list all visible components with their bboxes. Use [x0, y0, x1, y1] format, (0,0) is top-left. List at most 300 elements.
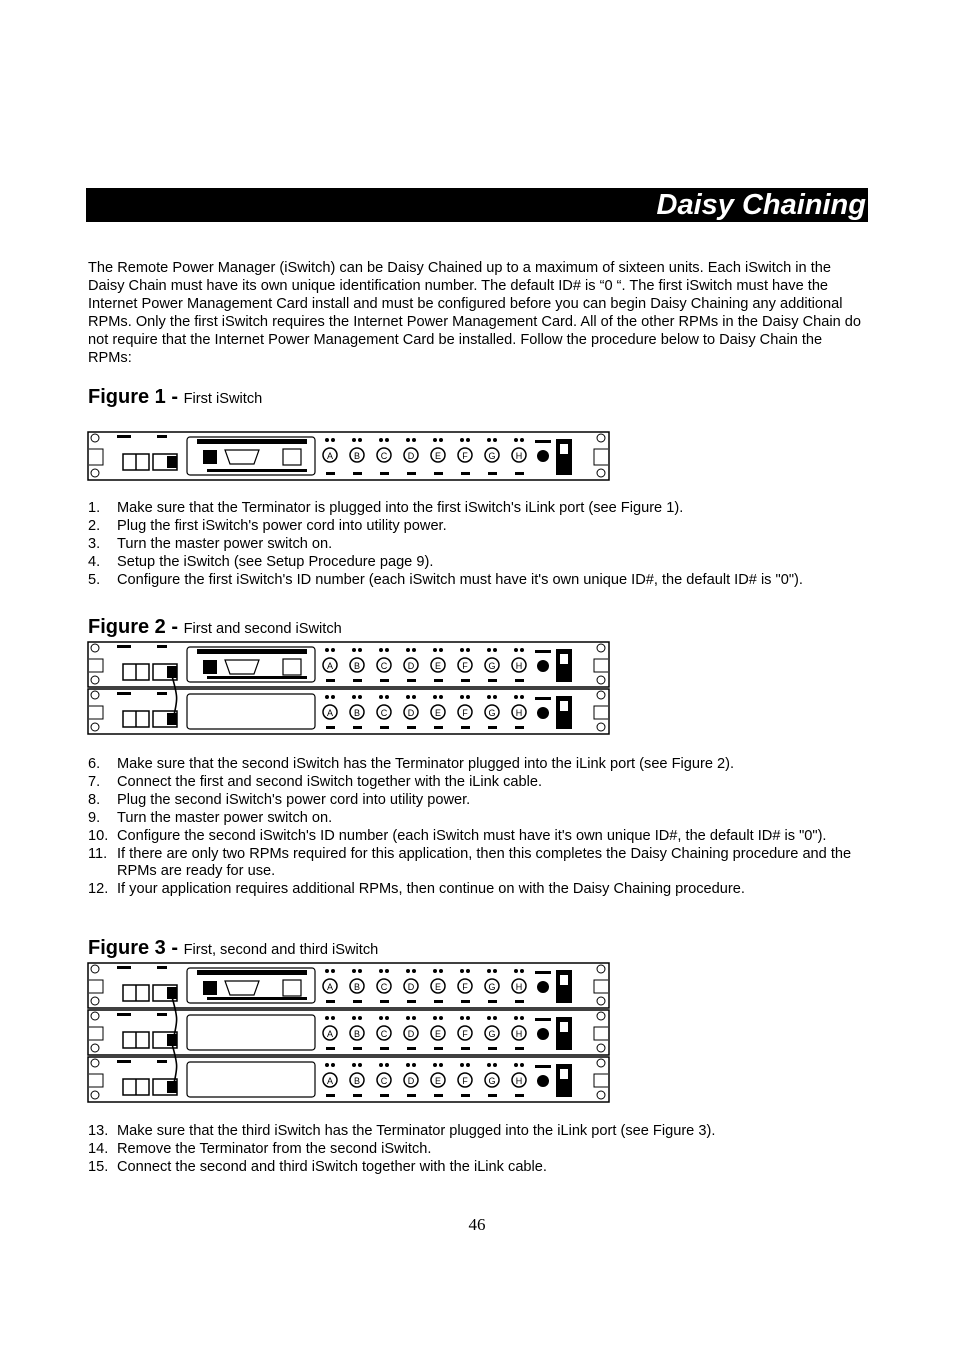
outlet-led — [493, 1063, 497, 1067]
outlet-led — [379, 648, 383, 652]
outlet-led — [514, 1016, 518, 1020]
card-slot — [187, 694, 315, 729]
outlet-label-mark — [434, 679, 443, 682]
outlet-letter: H — [515, 661, 523, 671]
outlet-letter: C — [380, 982, 388, 992]
master-power-switch — [556, 696, 572, 729]
outlet-led — [331, 1063, 335, 1067]
step-text: Plug the second iSwitch's power cord into utility power. — [117, 791, 471, 808]
step-text: Make sure that the second iSwitch has the Terminator plugged into the iLink port (see Figure 2). — [117, 756, 735, 772]
switch-rocker — [560, 701, 568, 711]
port-label-mark — [157, 966, 167, 969]
step-text: If your application requires additional RPMs, then continue on with the Daisy Chaining procedure. — [117, 881, 745, 898]
outlet-led — [487, 1063, 491, 1067]
status-label — [535, 971, 551, 974]
iswitch-unit — [88, 432, 609, 480]
terminator-plug — [167, 713, 177, 725]
steps-list-2 — [88, 756, 863, 899]
outlet-label-mark — [380, 1047, 389, 1050]
outlet-letter: G — [488, 1076, 496, 1086]
outlet-letter: H — [515, 451, 523, 461]
outlet-label-mark — [461, 1000, 470, 1003]
outlet-led — [406, 1016, 410, 1020]
switch-rocker — [560, 654, 568, 664]
outlet-letter: C — [380, 708, 388, 718]
outlet-led — [331, 648, 335, 652]
outlet-label-mark — [407, 1094, 416, 1097]
status-knob — [537, 1028, 549, 1040]
outlet-led — [385, 438, 389, 442]
outlet-label-mark — [353, 679, 362, 682]
outlet-label-mark — [488, 1047, 497, 1050]
outlet-letter: E — [434, 1029, 442, 1039]
step-text: Connect the first and second iSwitch together with the iLink cable. — [117, 773, 543, 790]
step-item — [88, 536, 863, 554]
outlet-letter: G — [488, 982, 496, 992]
outlet-led — [385, 648, 389, 652]
step-text: Turn the master power switch on. — [117, 809, 333, 826]
outlet-led — [358, 1063, 362, 1067]
outlet-led — [412, 695, 416, 699]
outlet-led — [487, 695, 491, 699]
status-label — [535, 697, 551, 700]
iswitch-unit — [88, 1057, 609, 1102]
outlet-letter: G — [488, 1029, 496, 1039]
step-item — [88, 500, 863, 518]
figure-2-label: Figure 2 - — [88, 616, 184, 638]
figure-3-label: Figure 3 - — [88, 937, 184, 959]
outlet-led — [439, 969, 443, 973]
step-text: Make sure that the third iSwitch has the Terminator plugged into the iLink port (see Figure 3). — [117, 1123, 716, 1139]
status-knob — [537, 981, 549, 993]
step-number: 5. — [88, 571, 101, 588]
outlet-led — [325, 969, 329, 973]
outlet-led — [460, 1016, 464, 1020]
outlet-led — [352, 1016, 356, 1020]
outlet-label-mark — [515, 1094, 524, 1097]
outlet-letter: H — [515, 1076, 523, 1086]
step-text: Configure the first iSwitch's ID number (each iSwitch must have it's own unique ID#, the default ID# is "0"). — [117, 571, 803, 588]
outlet-led — [520, 969, 524, 973]
outlet-label-mark — [461, 472, 470, 475]
step-item — [88, 1141, 863, 1159]
outlet-label-mark — [326, 679, 335, 682]
outlet-led — [358, 1016, 362, 1020]
step-number: 1. — [88, 500, 101, 516]
card-rj45-port — [203, 660, 217, 674]
outlet-led — [352, 969, 356, 973]
outlet-led — [514, 695, 518, 699]
step-number: 14. — [88, 1140, 109, 1157]
outlet-letter: C — [380, 451, 388, 461]
outlet-led — [412, 1063, 416, 1067]
outlet-letter: B — [353, 982, 361, 992]
outlet-led — [487, 648, 491, 652]
steps-list-3 — [88, 1123, 863, 1177]
outlet-led — [379, 1016, 383, 1020]
outlet-led — [514, 969, 518, 973]
step-number: 7. — [88, 773, 101, 790]
outlet-led — [466, 1016, 470, 1020]
step-item — [88, 774, 863, 792]
outlet-label-mark — [488, 726, 497, 729]
outlet-label-mark — [353, 1000, 362, 1003]
step-item — [88, 828, 863, 846]
outlet-label-mark — [515, 726, 524, 729]
card-header-bar — [197, 649, 307, 654]
outlet-letter: B — [353, 661, 361, 671]
switch-rocker — [560, 975, 568, 985]
card-db9-port — [225, 450, 259, 464]
outlet-led — [331, 438, 335, 442]
port-label-mark — [157, 1060, 167, 1063]
outlet-led — [352, 695, 356, 699]
outlet-led — [433, 1063, 437, 1067]
port-label-mark — [157, 435, 167, 438]
outlet-letter: B — [353, 451, 361, 461]
port-label-mark — [117, 435, 131, 438]
outlet-label-mark — [380, 1000, 389, 1003]
step-number: 9. — [88, 809, 101, 826]
step-text: Configure the second iSwitch's ID number (each iSwitch must have it's own unique ID#, the default ID# is "0"). — [117, 827, 827, 844]
outlet-led — [466, 969, 470, 973]
card-rj45-port — [203, 450, 217, 464]
outlet-letter: F — [462, 661, 468, 671]
outlet-letter: D — [407, 708, 415, 718]
card-reset-port — [283, 980, 301, 996]
steps-list-1 — [88, 500, 863, 590]
outlet-label-mark — [407, 1000, 416, 1003]
outlet-letter: F — [462, 1029, 468, 1039]
step-number: 12. — [88, 881, 109, 898]
outlet-led — [412, 648, 416, 652]
outlet-led — [493, 969, 497, 973]
step-text: Plug the first iSwitch's power cord into utility power. — [117, 517, 447, 534]
intro-paragraph: The Remote Power Manager (iSwitch) can be Daisy Chained up to a maximum of sixteen units. Each iSwitch in the Daisy Chain must have its own unique identification number. The default ID# is “0 “. The first iSwitch must have the Internet Power Management Card install and must be configured before you can begin Daisy Chaining any additional RPMs. Only the first iSwitch requires the Internet Power Management Card. All of the other RPMs in the Daisy Chain do not require that the Internet Power Management Card be installed. Follow the procedure below to Daisy Chain the RPMs: — [88, 260, 861, 366]
outlet-letter: E — [434, 708, 442, 718]
figure-1-text: First iSwitch — [183, 391, 263, 407]
outlet-led — [433, 695, 437, 699]
outlet-label-mark — [380, 726, 389, 729]
outlet-letter: A — [326, 982, 334, 992]
port-label-mark — [157, 1013, 167, 1016]
outlet-letter: F — [462, 1076, 468, 1086]
step-item — [88, 518, 863, 536]
figure-2-caption — [88, 616, 342, 640]
outlet-letter: B — [353, 708, 361, 718]
outlet-letter: B — [353, 1076, 361, 1086]
iswitch-unit — [88, 642, 609, 687]
outlet-label-mark — [326, 1047, 335, 1050]
port-label-mark — [117, 1013, 131, 1016]
outlet-led — [493, 648, 497, 652]
outlet-led — [331, 1016, 335, 1020]
step-number: 2. — [88, 517, 101, 534]
outlet-led — [385, 969, 389, 973]
outlet-led — [379, 1063, 383, 1067]
step-item — [88, 756, 863, 774]
terminator-plug — [167, 456, 177, 468]
step-item — [88, 1123, 863, 1141]
outlet-led — [439, 1016, 443, 1020]
outlet-letter: A — [326, 1076, 334, 1086]
outlet-led — [331, 969, 335, 973]
step-item — [88, 846, 863, 882]
switch-rocker — [560, 1022, 568, 1032]
master-power-switch — [556, 970, 572, 1003]
outlet-led — [520, 695, 524, 699]
step-number: 4. — [88, 553, 101, 570]
figure-3-caption — [88, 937, 378, 961]
outlet-label-mark — [353, 726, 362, 729]
outlet-led — [385, 695, 389, 699]
outlet-label-mark — [434, 472, 443, 475]
outlet-label-mark — [434, 726, 443, 729]
outlet-label-mark — [380, 1094, 389, 1097]
outlet-label-mark — [434, 1047, 443, 1050]
outlet-label-mark — [326, 726, 335, 729]
outlet-led — [487, 969, 491, 973]
status-knob — [537, 707, 549, 719]
outlet-led — [433, 648, 437, 652]
outlet-led — [406, 438, 410, 442]
outlet-letter: H — [515, 982, 523, 992]
card-reset-port — [283, 659, 301, 675]
outlet-label-mark — [326, 1094, 335, 1097]
outlet-label-mark — [326, 472, 335, 475]
outlet-led — [439, 438, 443, 442]
port-label-mark — [117, 966, 131, 969]
outlet-led — [487, 1016, 491, 1020]
outlet-led — [325, 1063, 329, 1067]
page-title: Daisy Chaining — [656, 189, 866, 221]
outlet-label-mark — [488, 1000, 497, 1003]
outlet-label-mark — [326, 1000, 335, 1003]
iswitch-unit — [88, 689, 609, 734]
outlet-led — [379, 969, 383, 973]
outlet-letter: F — [462, 982, 468, 992]
step-item — [88, 1159, 863, 1177]
outlet-led — [520, 1063, 524, 1067]
outlet-led — [385, 1063, 389, 1067]
outlet-letter: C — [380, 661, 388, 671]
master-power-switch — [556, 649, 572, 682]
terminator-plug — [167, 1081, 177, 1093]
outlet-led — [331, 695, 335, 699]
outlet-letter: F — [462, 708, 468, 718]
outlet-letter: F — [462, 451, 468, 461]
outlet-led — [466, 648, 470, 652]
iswitch-unit — [88, 1010, 609, 1055]
outlet-led — [325, 648, 329, 652]
outlet-letter: C — [380, 1029, 388, 1039]
outlet-led — [412, 1016, 416, 1020]
outlet-label-mark — [488, 472, 497, 475]
outlet-led — [406, 695, 410, 699]
outlet-label-mark — [515, 1000, 524, 1003]
outlet-led — [514, 1063, 518, 1067]
outlet-led — [352, 648, 356, 652]
outlet-letter: E — [434, 451, 442, 461]
outlet-led — [439, 1063, 443, 1067]
outlet-label-mark — [461, 679, 470, 682]
outlet-letter: A — [326, 451, 334, 461]
outlet-label-mark — [515, 679, 524, 682]
outlet-led — [460, 969, 464, 973]
outlet-led — [433, 1016, 437, 1020]
outlet-letter: D — [407, 1076, 415, 1086]
step-number: 3. — [88, 535, 101, 552]
outlet-led — [439, 695, 443, 699]
outlet-led — [325, 695, 329, 699]
outlet-letter: H — [515, 1029, 523, 1039]
outlet-led — [514, 438, 518, 442]
outlet-letter: E — [434, 1076, 442, 1086]
figure-1-label: Figure 1 - — [88, 386, 184, 408]
outlet-led — [493, 1016, 497, 1020]
outlet-led — [385, 1016, 389, 1020]
step-item — [88, 572, 863, 590]
outlet-letter: G — [488, 661, 496, 671]
outlet-led — [466, 438, 470, 442]
step-number: 10. — [88, 827, 109, 844]
outlet-led — [406, 648, 410, 652]
outlet-led — [433, 438, 437, 442]
status-knob — [537, 450, 549, 462]
outlet-letter: G — [488, 451, 496, 461]
master-power-switch — [556, 1064, 572, 1097]
outlet-label-mark — [380, 679, 389, 682]
figure-2-diagram — [87, 641, 611, 737]
step-text: Connect the second and third iSwitch together with the iLink cable. — [117, 1158, 547, 1175]
card-slot — [187, 1062, 315, 1097]
outlet-label-mark — [407, 472, 416, 475]
outlet-led — [325, 1016, 329, 1020]
outlet-label-mark — [380, 472, 389, 475]
figure-3-diagram — [87, 962, 611, 1105]
card-footer-text — [207, 469, 307, 472]
port-label-mark — [157, 692, 167, 695]
iswitch-unit — [88, 963, 609, 1008]
outlet-led — [352, 438, 356, 442]
outlet-label-mark — [515, 472, 524, 475]
outlet-letter: B — [353, 1029, 361, 1039]
port-label-mark — [117, 1060, 131, 1063]
switch-rocker — [560, 444, 568, 454]
section-title-bar — [86, 188, 868, 222]
outlet-label-mark — [461, 1047, 470, 1050]
outlet-label-mark — [434, 1094, 443, 1097]
outlet-led — [358, 438, 362, 442]
step-item — [88, 792, 863, 810]
figure-1-diagram — [87, 431, 611, 483]
outlet-letter: C — [380, 1076, 388, 1086]
step-number: 13. — [88, 1123, 109, 1139]
outlet-label-mark — [461, 726, 470, 729]
outlet-led — [493, 438, 497, 442]
outlet-label-mark — [434, 1000, 443, 1003]
outlet-led — [460, 1063, 464, 1067]
figure-3-text: First, second and third iSwitch — [183, 942, 379, 958]
outlet-led — [460, 695, 464, 699]
status-label — [535, 1065, 551, 1068]
port-label-mark — [157, 645, 167, 648]
outlet-letter: D — [407, 451, 415, 461]
step-text: Remove the Terminator from the second iSwitch. — [117, 1140, 432, 1157]
outlet-letter: A — [326, 1029, 334, 1039]
outlet-letter: A — [326, 661, 334, 671]
outlet-led — [493, 695, 497, 699]
outlet-label-mark — [515, 1047, 524, 1050]
outlet-led — [460, 438, 464, 442]
outlet-letter: H — [515, 708, 523, 718]
outlet-led — [520, 648, 524, 652]
step-item — [88, 810, 863, 828]
step-text: If there are only two RPMs required for this application, then this completes the Daisy Chaining procedure and the RPMs are ready for use. — [117, 845, 852, 880]
outlet-led — [466, 1063, 470, 1067]
status-knob — [537, 1075, 549, 1087]
outlet-label-mark — [407, 1047, 416, 1050]
outlet-label-mark — [353, 472, 362, 475]
card-rj45-port — [203, 981, 217, 995]
step-item — [88, 554, 863, 572]
card-footer-text — [207, 997, 307, 1000]
master-power-switch — [556, 1017, 572, 1050]
outlet-led — [325, 438, 329, 442]
step-number: 15. — [88, 1158, 109, 1175]
outlet-led — [439, 648, 443, 652]
outlet-label-mark — [488, 679, 497, 682]
outlet-led — [514, 648, 518, 652]
step-text: Make sure that the Terminator is plugged into the first iSwitch's iLink port (see Figure 1). — [117, 500, 684, 516]
status-label — [535, 650, 551, 653]
step-text: Turn the master power switch on. — [117, 535, 333, 552]
status-knob — [537, 660, 549, 672]
card-header-bar — [197, 439, 307, 444]
card-db9-port — [225, 660, 259, 674]
outlet-led — [406, 969, 410, 973]
port-label-mark — [117, 692, 131, 695]
outlet-letter: D — [407, 982, 415, 992]
figure-1-caption — [88, 386, 262, 410]
card-reset-port — [283, 449, 301, 465]
outlet-led — [358, 648, 362, 652]
outlet-letter: E — [434, 982, 442, 992]
outlet-label-mark — [488, 1094, 497, 1097]
outlet-led — [358, 969, 362, 973]
port-label-mark — [117, 645, 131, 648]
outlet-letter: D — [407, 1029, 415, 1039]
outlet-letter: G — [488, 708, 496, 718]
step-text: Setup the iSwitch (see Setup Procedure page 9). — [117, 553, 434, 570]
status-label — [535, 440, 551, 443]
outlet-led — [412, 438, 416, 442]
outlet-letter: E — [434, 661, 442, 671]
page-number: 46 — [468, 1215, 486, 1234]
step-number: 11. — [88, 845, 108, 862]
outlet-label-mark — [461, 1094, 470, 1097]
figure-2-text: First and second iSwitch — [183, 621, 342, 637]
outlet-led — [487, 438, 491, 442]
outlet-led — [358, 695, 362, 699]
outlet-led — [520, 438, 524, 442]
outlet-label-mark — [353, 1094, 362, 1097]
outlet-led — [520, 1016, 524, 1020]
card-slot — [187, 1015, 315, 1050]
outlet-led — [433, 969, 437, 973]
outlet-label-mark — [407, 726, 416, 729]
outlet-led — [406, 1063, 410, 1067]
